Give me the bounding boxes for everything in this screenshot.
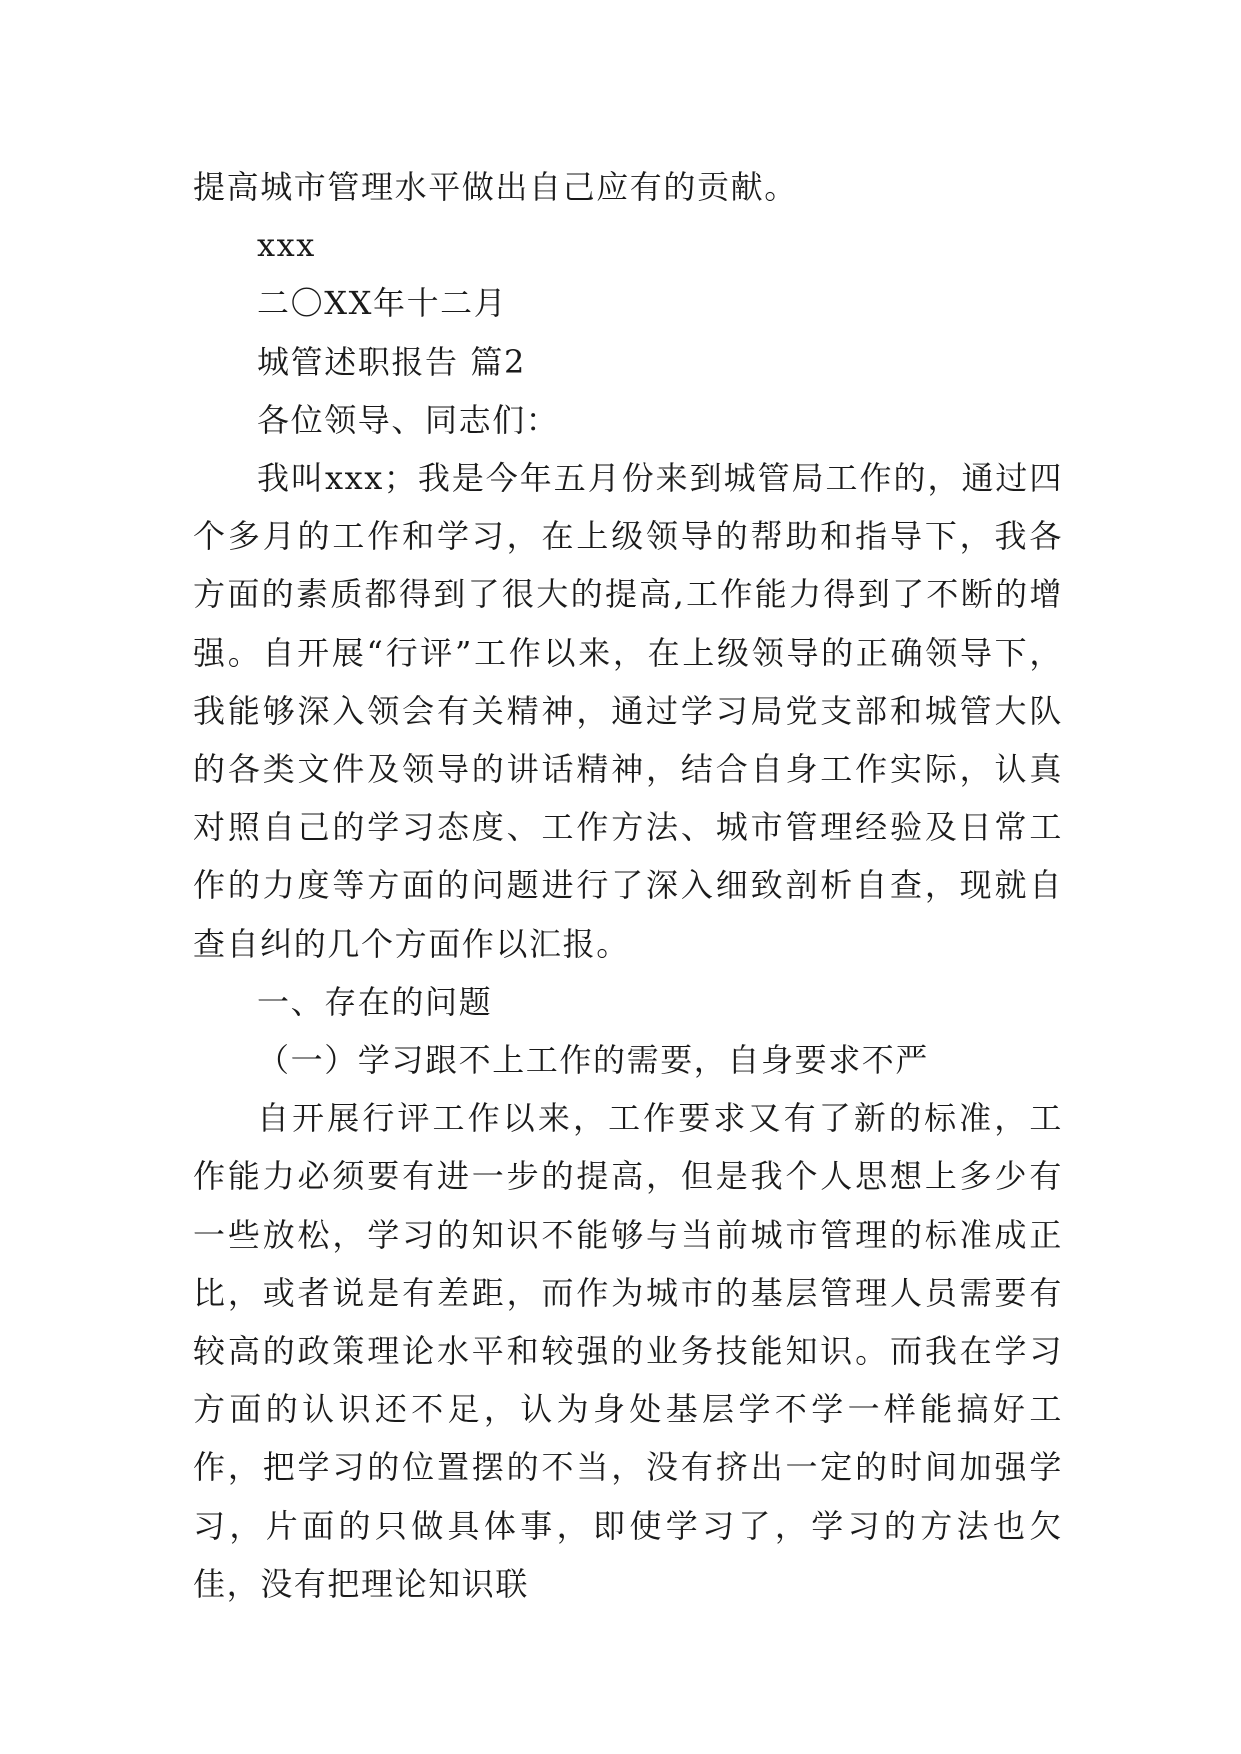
- paragraph-date: 二〇XX年十二月: [257, 284, 508, 323]
- subheading-learning: （一）学习跟不上工作的需要，自身要求不严: [257, 1041, 930, 1080]
- paragraph-salutation: 各位领导、同志们：: [257, 400, 560, 439]
- paragraph-signature: xxx: [257, 226, 316, 265]
- paragraph-introduction: 我叫xxx；我是今年五月份来到城管局工作的，通过四个多月的工作和学习，在上级领导的帮助和指导下，我各方面的素质都得到了很大的提高,工作能力得到了不断的增强。自开展“行评”工作以来，在上级领导的正确领导下，我能够深入领会有关精神，通过学习局党支部和城管大队的各类文件及领导的讲话精神，结合自身工作实际，认真对照自己的学习态度、工作方法、城市管理经验及日常工作的力度等方面的问题进行了深入细致剖析自查，现就自查自纠的几个方面作以汇报。: [193, 459, 1063, 963]
- document-body: [193, 158, 1063, 1613]
- section-title: 城管述职报告 篇2: [257, 342, 526, 381]
- paragraph-learning-detail: 自开展行评工作以来，工作要求又有了新的标准，工作能力必须要有进一步的提高，但是我个人思想上多少有一些放松，学习的知识不能够与当前城市管理的标准成正比，或者说是有差距，而作为城市的基层管理人员需要有较高的政策理论水平和较强的业务技能知识。而我在学习方面的认识还不足，认为身处基层学不学一样能搞好工作，把学习的位置摆的不当，没有挤出一定的时间加强学习，片面的只做具体事，即使学习了，学习的方法也欠佳，没有把理论知识联: [193, 1099, 1063, 1603]
- paragraph-closing-line: 提高城市管理水平做出自己应有的贡献。: [193, 168, 798, 206]
- heading-problems: 一、存在的问题: [257, 982, 493, 1021]
